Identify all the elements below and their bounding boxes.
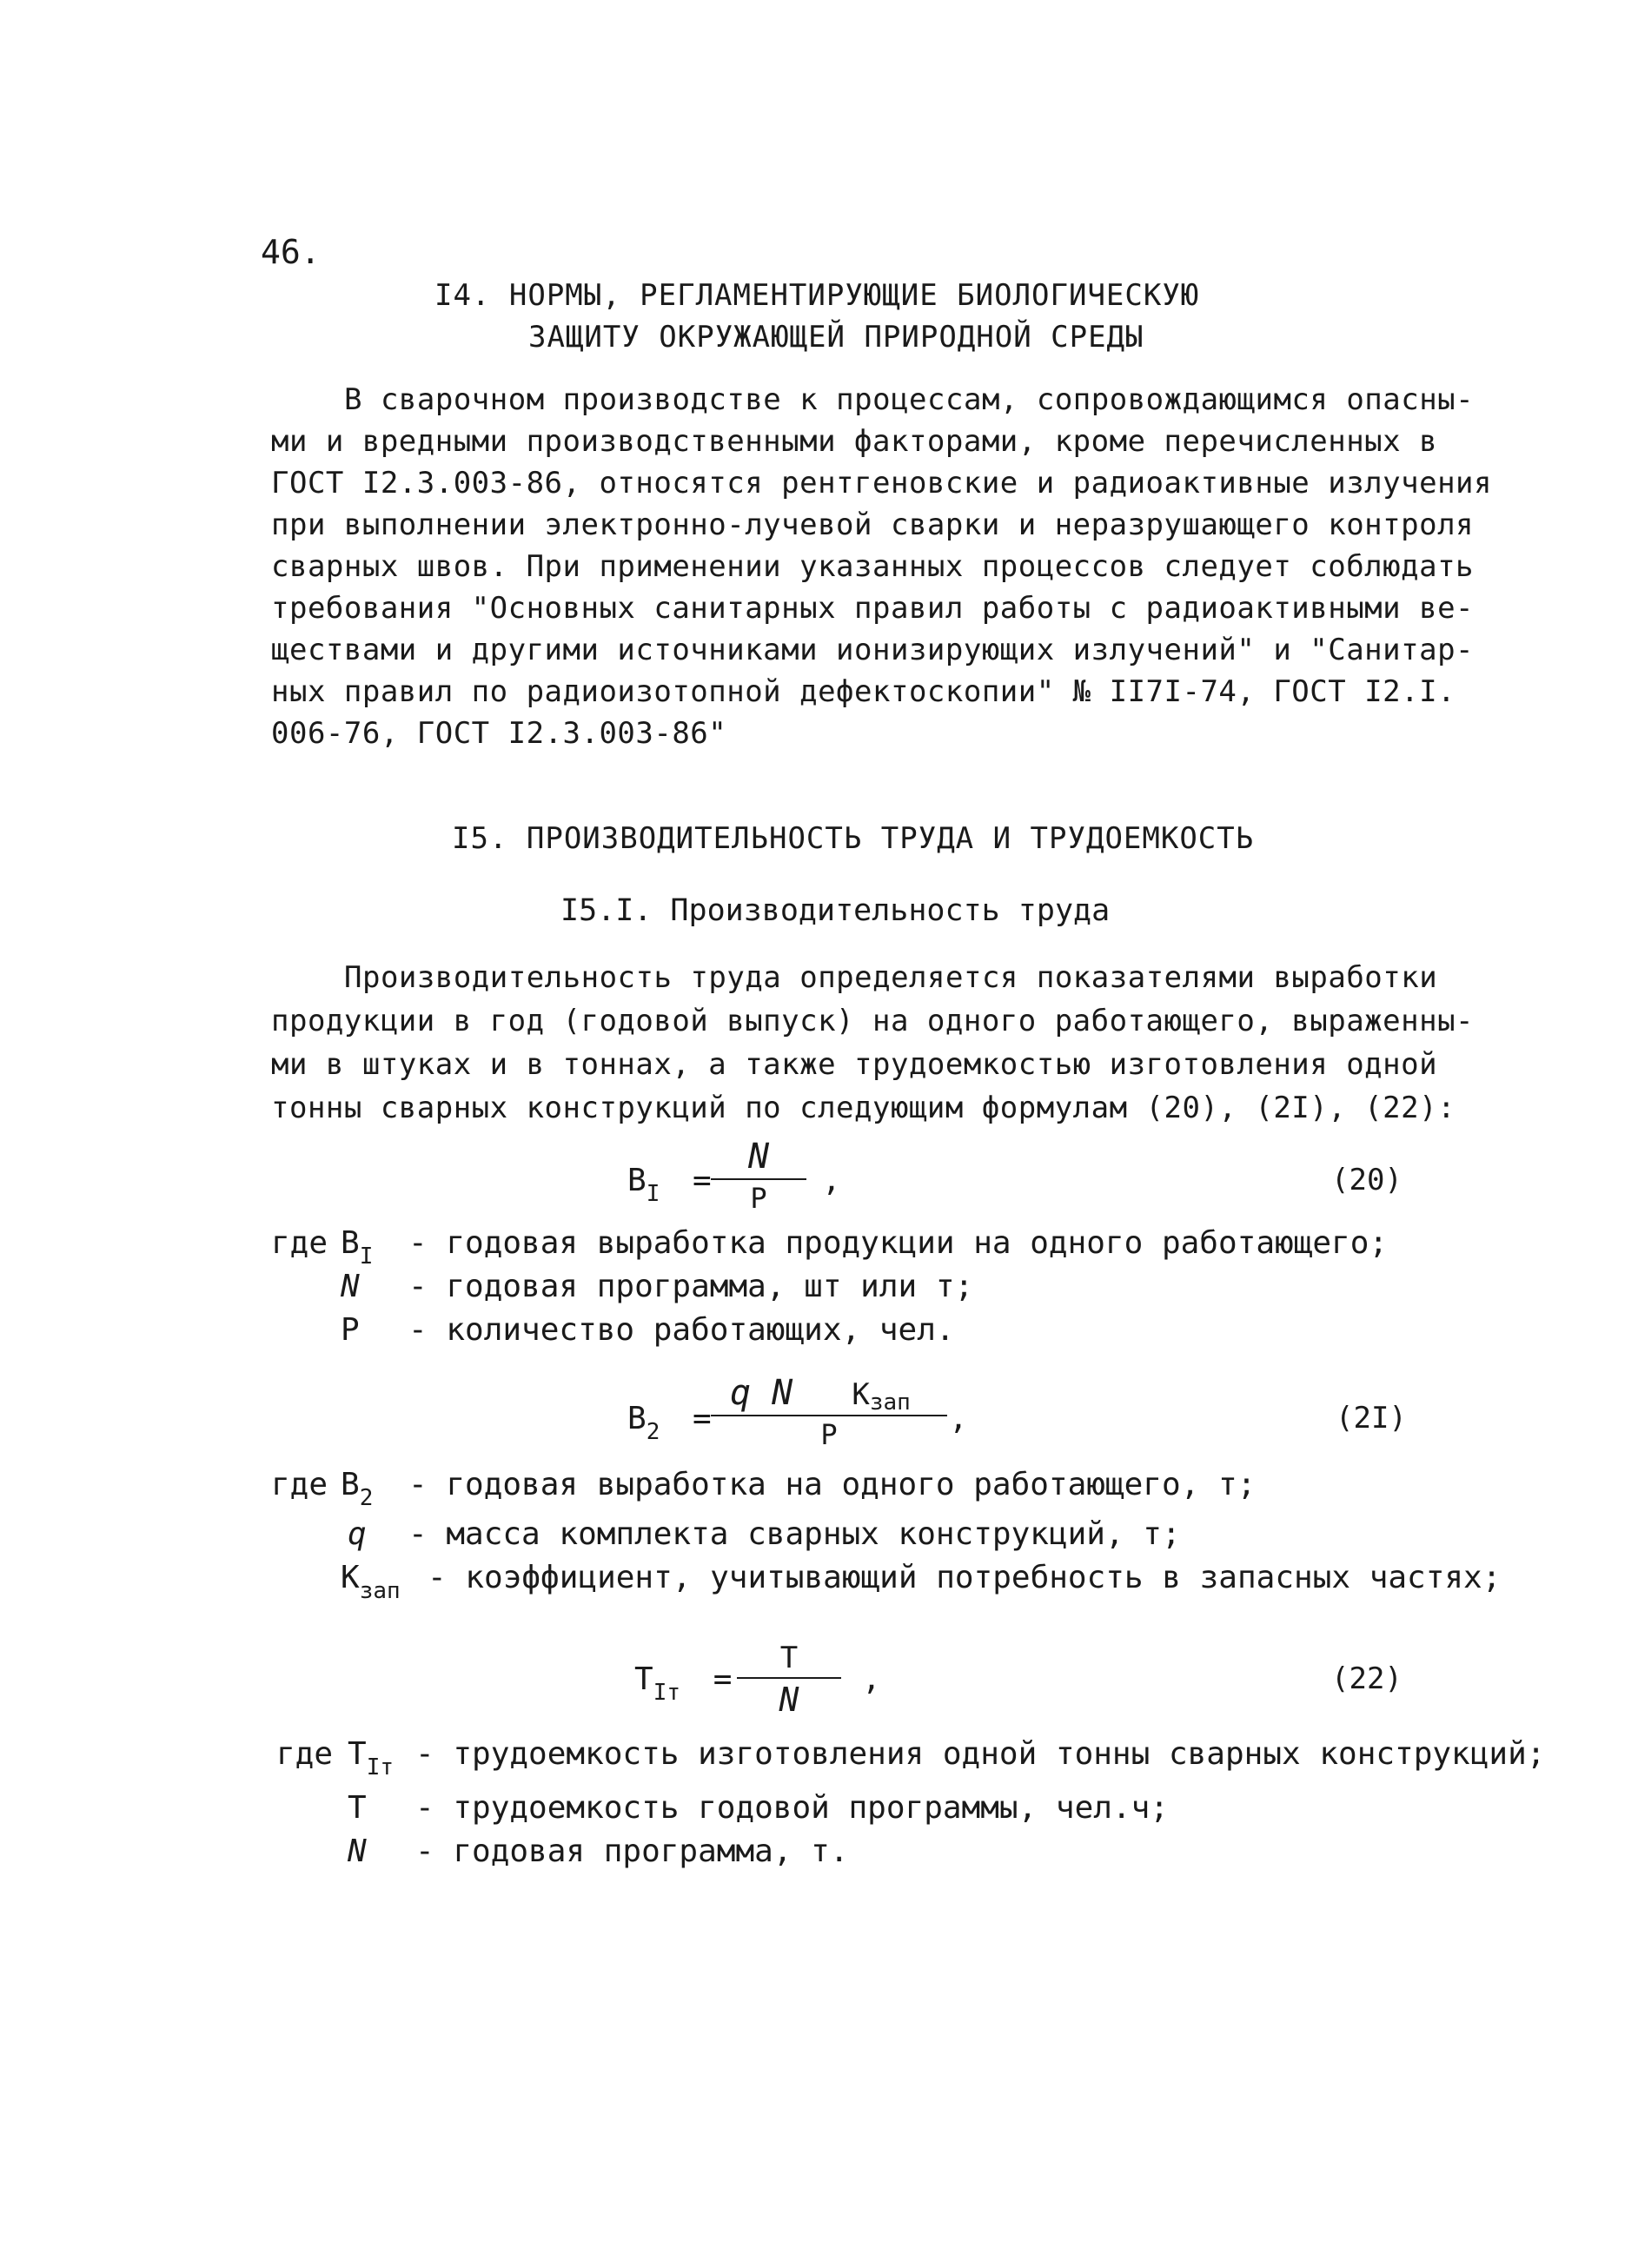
page-number: 46. [261,233,321,271]
formula-20-tail: , [822,1163,841,1198]
definition-text: - годовая выработка продукции на одного работающего; [408,1225,1389,1261]
formula-20-number: (20) [1331,1163,1403,1197]
definition-symbol: P [341,1312,360,1348]
fraction-bar [737,1677,841,1679]
paragraph-line: В сварочном производстве к процессам, сопровождающимся опасны- [344,382,1475,417]
formula-22-fraction [737,1641,841,1719]
paragraph-line: ми в штуках и в тоннах, а также трудоемкостью изготовления одной [271,1047,1438,1082]
definition-symbol: T [348,1790,367,1826]
section-15-1-subtitle: I5.I. Производительность труда [560,893,1111,928]
formula-21-denominator: P [820,1418,838,1451]
definition-symbol: $T_{Iт}$ [348,1736,394,1781]
where-label: где [276,1736,334,1772]
where-label: где [271,1225,328,1261]
formula-21-numerator: q N Kзап [730,1373,911,1416]
definition-text: - количество работающих, чел. [408,1312,955,1348]
definition-text: - годовая выработка на одного работающего, т; [408,1467,1257,1502]
paragraph-line: ных правил по радиоизотопной дефектоскопии" № II7I-74, ГОСТ I2.I. [271,674,1456,709]
formula-20-numerator: N [747,1137,770,1177]
formula-20-fraction [711,1137,806,1215]
definition-text: - годовая программа, шт или т; [408,1269,974,1304]
paragraph-line: требования "Основных санитарных правил работы с радиоактивными ве- [271,591,1475,626]
formula-20-denominator: P [750,1182,767,1215]
formula-21-number: (2I) [1336,1401,1407,1436]
formula-21-lhs: $B_2$ = [627,1401,712,1445]
formula-21-fraction [711,1373,947,1451]
paragraph-line: ществами и другими источниками ионизирующих излучений" и "Санитар- [271,633,1475,667]
definition-text: - трудоемкость годовой программы, чел.ч; [415,1790,1169,1826]
paragraph-line: при выполнении электронно-лучевой сварки и неразрушающего контроля [271,507,1475,542]
section-14-title-line-1: I4. НОРМЫ, РЕГЛАМЕНТИРУЮЩИЕ БИОЛОГИЧЕСКУЮ [434,278,1200,313]
paragraph-line: продукции в год (годовой выпуск) на одного работающего, выраженны- [271,1004,1475,1038]
paragraph-line: тонны сварных конструкций по следующим формулам (20), (2I), (22): [271,1091,1456,1125]
paragraph-line: ГОСТ I2.3.003-86, относятся рентгеновские и радиоактивные излучения [271,466,1492,501]
paragraph-line: ми и вредными производственными факторами, кроме перечисленных в [271,424,1438,459]
paragraph-line: сварных швов. При применении указанных процессов следует соблюдать [271,549,1475,584]
formula-22-denominator: N [779,1681,799,1719]
formula-20-lhs: $B_I$ = [627,1163,712,1207]
definition-text: - коэффициент, учитывающий потребность в запасных частях; [428,1560,1502,1595]
definition-text: - годовая программа, т. [415,1834,849,1869]
where-label: где [271,1467,328,1502]
formula-22-numerator: T [779,1641,799,1675]
definition-symbol: N [348,1834,367,1869]
paragraph-line: 006-76, ГОСТ I2.3.003-86" [271,716,727,751]
fraction-bar [711,1415,947,1416]
definition-text: - масса комплекта сварных конструкций, т; [408,1516,1181,1552]
formula-21-tail: , [949,1401,968,1436]
definition-symbol: $K_{зап}$ [341,1560,401,1604]
fraction-bar [711,1178,806,1180]
formula-22-tail: , [862,1661,881,1697]
definition-symbol: N [341,1269,360,1304]
definition-symbol: $B_2$ [341,1467,374,1511]
section-14-title-line-2: ЗАЩИТУ ОКРУЖАЮЩЕЙ ПРИРОДНОЙ СРЕДЫ [528,320,1144,355]
definition-symbol: $B_I$ [341,1225,374,1270]
definition-symbol: q [348,1516,367,1552]
formula-22-number: (22) [1331,1661,1403,1696]
formula-22-lhs: $T_{Iт}$ = [634,1661,733,1706]
section-15-title: I5. ПРОИЗВОДИТЕЛЬНОСТЬ ТРУДА И ТРУДОЕМКОСТЬ [452,821,1255,856]
paragraph-line: Производительность труда определяется показателями выработки [344,960,1438,995]
definition-text: - трудоемкость изготовления одной тонны сварных конструкций; [415,1736,1546,1772]
